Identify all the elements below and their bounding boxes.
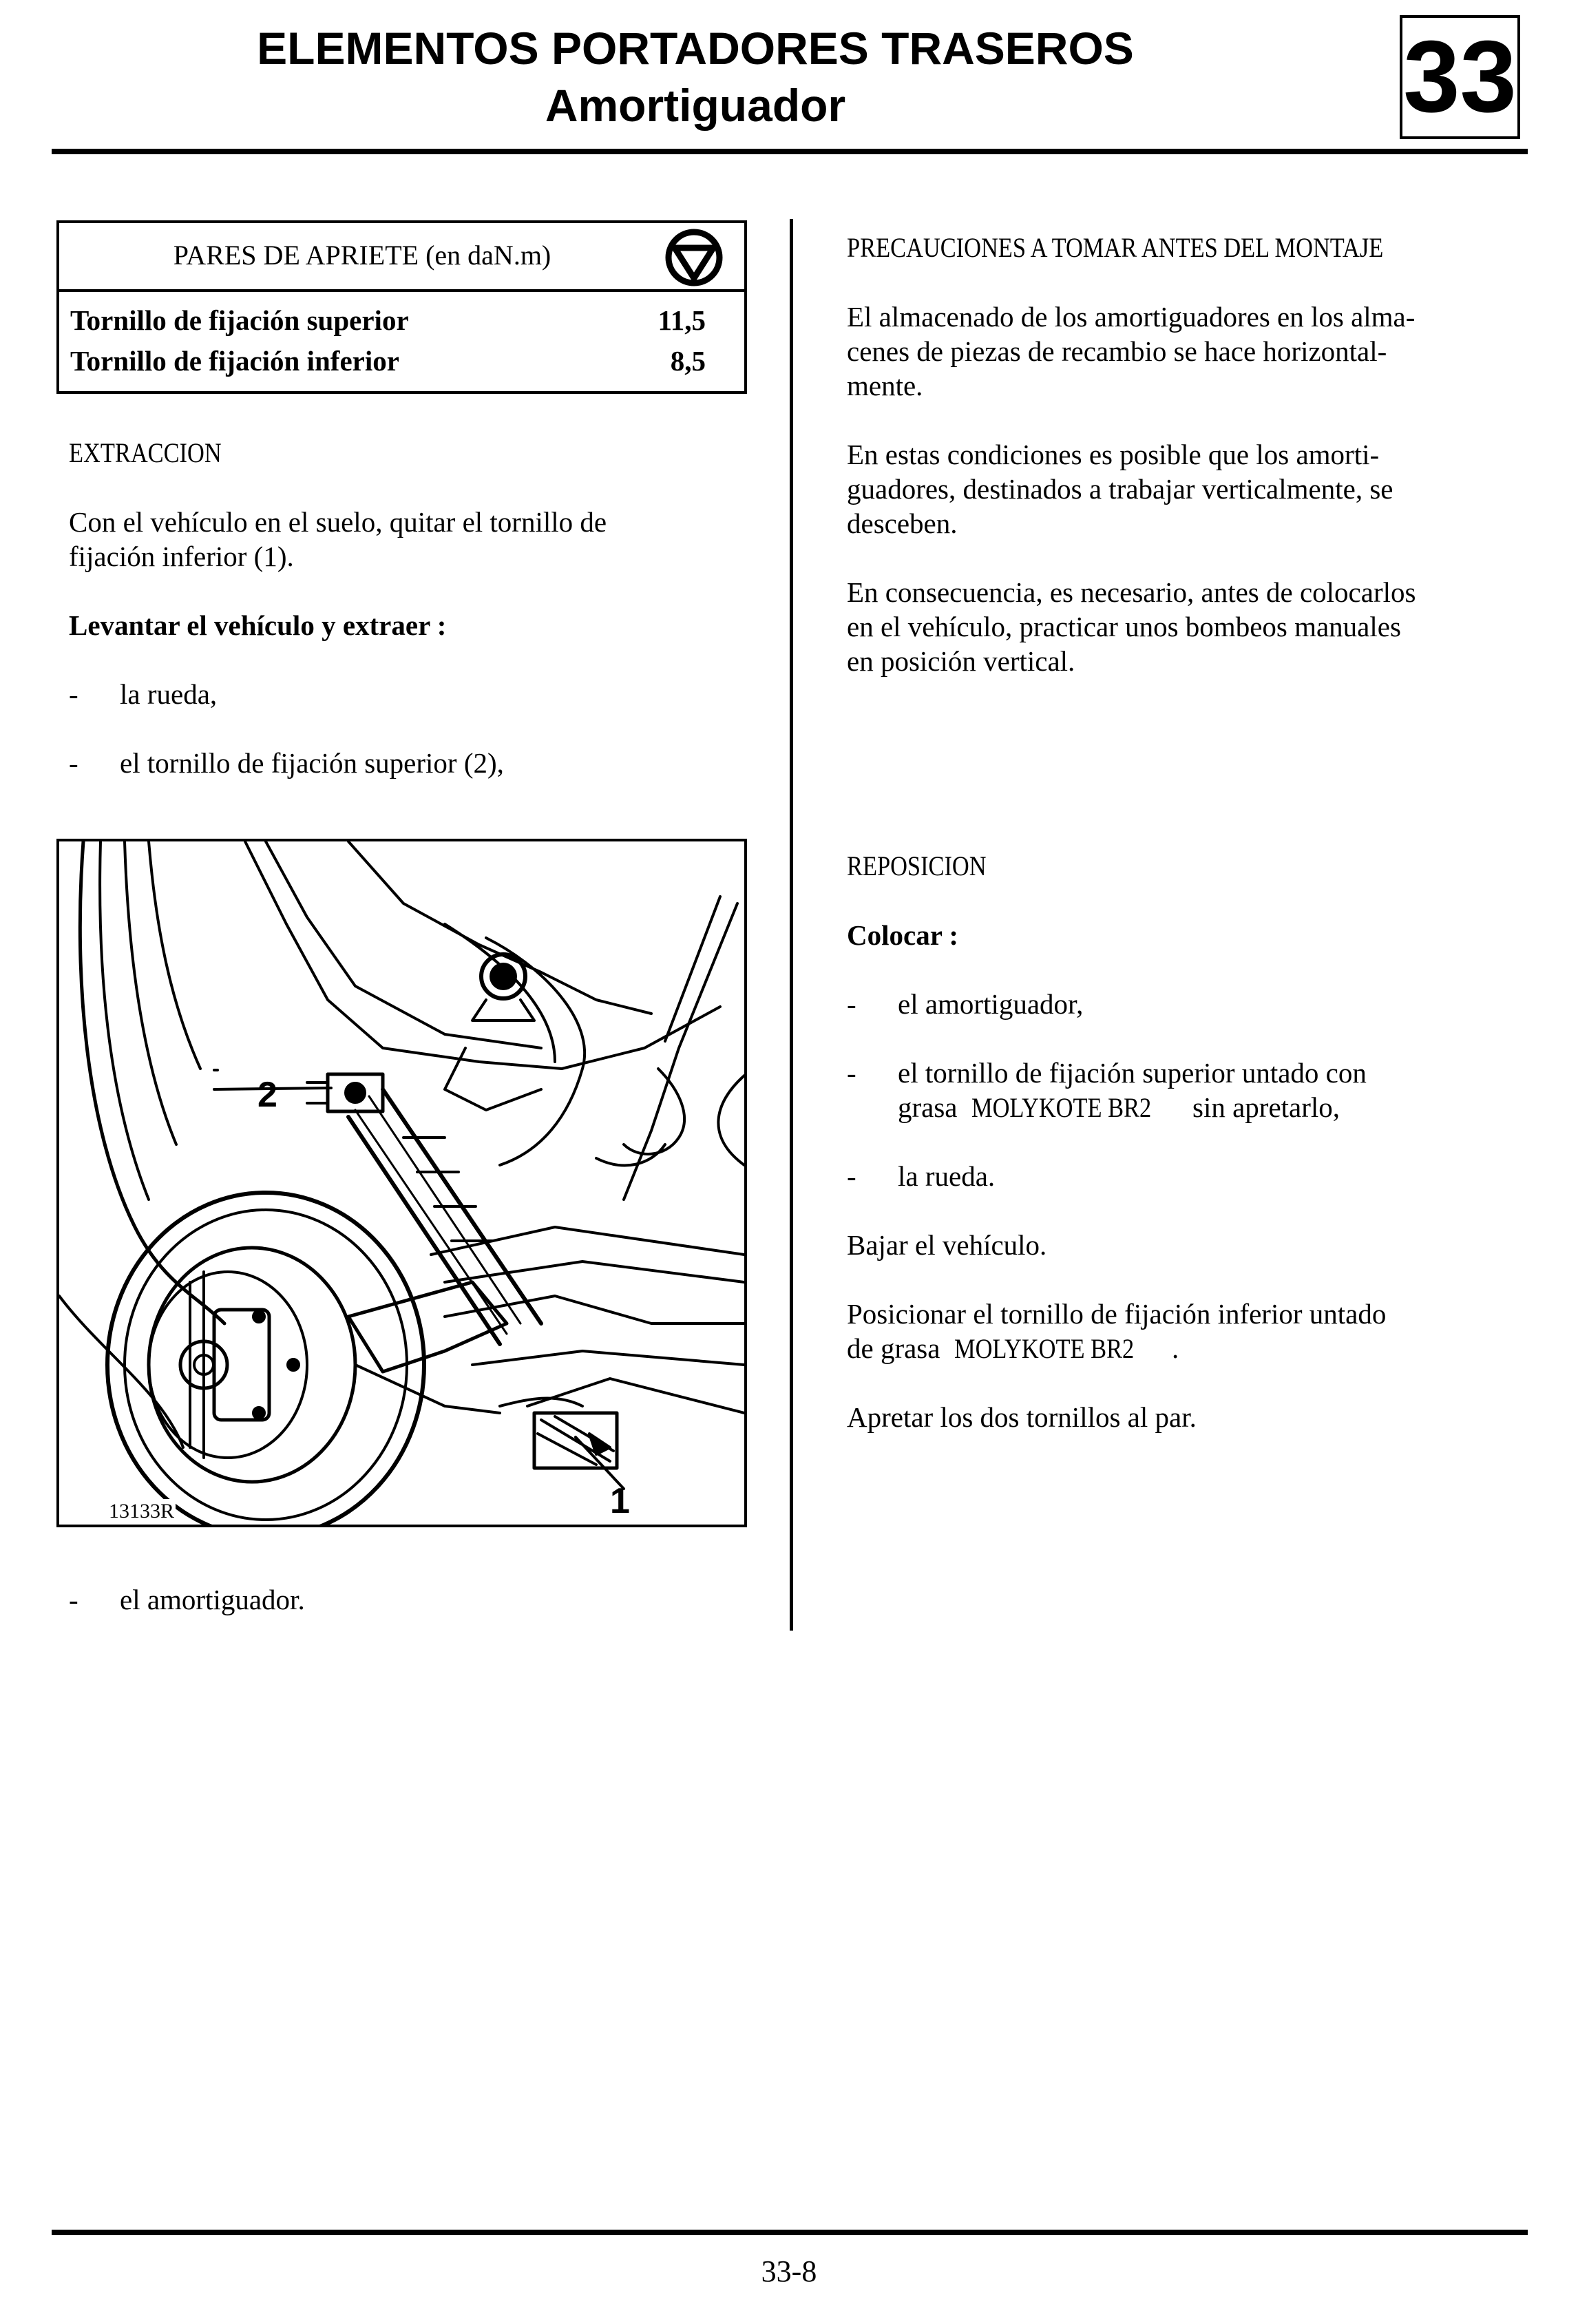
chapter-number: 33 <box>1403 20 1517 134</box>
lower-vehicle-text: Bajar el vehículo. <box>847 1229 1047 1261</box>
product-name: MOLYKOTE BR2 <box>971 1092 1152 1123</box>
paragraph-line: en posición vertical. <box>847 645 1075 677</box>
removal-step: el tornillo de fijación superior (2), <box>120 747 504 779</box>
intro-line: fijación inferior (1). <box>69 541 294 572</box>
install-step: el tornillo de fijación superior untado con <box>898 1057 1367 1089</box>
removal-step: la rueda, <box>120 678 218 710</box>
torque-table-divider <box>59 289 744 292</box>
product-name: MOLYKOTE BR2 <box>954 1333 1134 1364</box>
rear-suspension-illustration <box>59 841 744 1525</box>
reposicion-heading: REPOSICION <box>847 850 987 881</box>
precautions-heading: PRECAUCIONES A TOMAR ANTES DEL MONTAJE <box>847 232 1384 263</box>
torque-wrench-icon <box>665 229 723 286</box>
lift-instruction: Levantar el vehículo y extraer : <box>69 609 447 641</box>
footer-rule <box>52 2230 1528 2235</box>
callout-label: 1 <box>610 1481 630 1521</box>
torque-table <box>56 220 747 394</box>
intro-line: Con el vehículo en el suelo, quitar el tornillo de <box>69 506 607 538</box>
list-bullet: - <box>847 1160 856 1192</box>
torque-row-value: 8,5 <box>670 345 706 377</box>
page-number: 33-8 <box>761 2254 817 2288</box>
torque-row-label: Tornillo de fijación inferior <box>70 345 399 377</box>
install-step: la rueda. <box>898 1160 996 1192</box>
torque-row-label: Tornillo de fijación superior <box>70 304 409 336</box>
removal-step: el amortiguador. <box>120 1584 305 1615</box>
paragraph-line: El almacenado de los amortiguadores en los alma- <box>847 301 1416 333</box>
list-bullet: - <box>69 747 78 779</box>
paragraph-line: En estas condiciones es posible que los amorti- <box>847 439 1380 470</box>
paragraph-line: guadores, destinados a trabajar verticalmente, se <box>847 473 1393 505</box>
colocar-label: Colocar : <box>847 919 959 951</box>
position-bolt-text: de grasa <box>847 1332 940 1364</box>
position-bolt-text: Posicionar el tornillo de fijación inferior untado <box>847 1298 1387 1330</box>
torque-row-value: 11,5 <box>658 304 706 336</box>
page-subtitle: Amortiguador <box>545 80 846 131</box>
column-divider <box>790 219 793 1631</box>
list-bullet: - <box>847 1057 856 1089</box>
list-bullet: - <box>69 1584 78 1615</box>
torque-table-title: PARES DE APRIETE (en daN.m) <box>173 240 551 271</box>
install-step-text: sin apretarlo, <box>1192 1091 1340 1123</box>
page-title: ELEMENTOS PORTADORES TRASEROS <box>257 23 1134 74</box>
header-rule <box>52 149 1528 154</box>
paragraph-line: En consecuencia, es necesario, antes de colocarlos <box>847 576 1416 608</box>
paragraph-line: mente. <box>847 370 923 401</box>
install-step-text: grasa <box>898 1091 958 1123</box>
position-bolt-text: . <box>1172 1332 1179 1364</box>
tighten-text: Apretar los dos tornillos al par. <box>847 1401 1197 1433</box>
position-bolt-text-continued <box>847 1331 1163 1366</box>
list-bullet: - <box>847 988 856 1020</box>
extraccion-heading: EXTRACCION <box>69 437 222 468</box>
paragraph-line: desceben. <box>847 507 958 539</box>
paragraph-line: en el vehículo, practicar unos bombeos manuales <box>847 611 1401 642</box>
figure-reference: 13133R <box>109 1500 175 1522</box>
chapter-number-box <box>1400 15 1520 139</box>
shock-absorber-figure <box>56 839 747 1527</box>
install-step-continued <box>898 1090 1181 1125</box>
paragraph-line: cenes de piezas de recambio se hace horizontal- <box>847 335 1387 367</box>
install-step: el amortiguador, <box>898 988 1084 1020</box>
callout-label: 2 <box>257 1075 277 1115</box>
list-bullet: - <box>69 678 78 710</box>
